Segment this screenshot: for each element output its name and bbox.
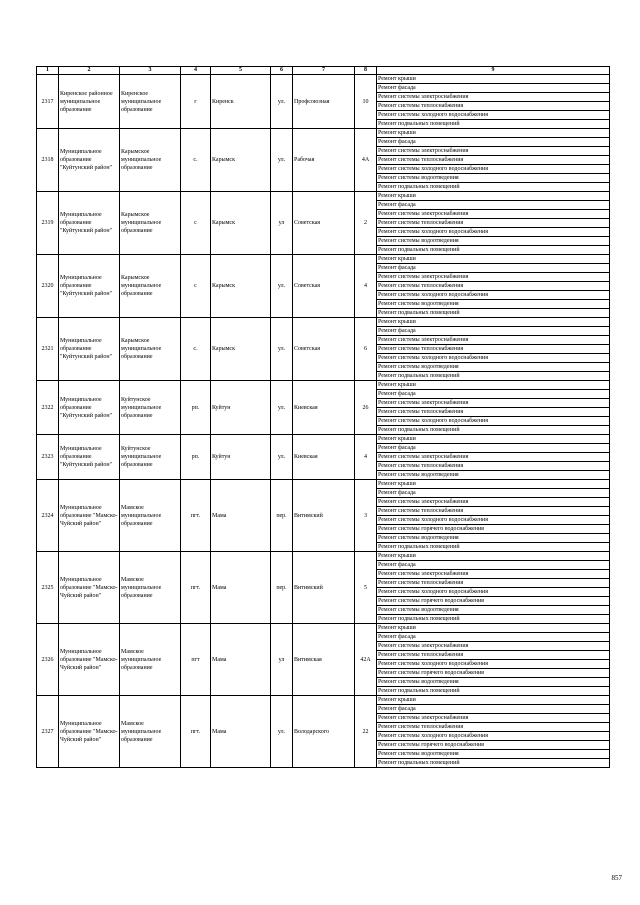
settlement-type: г [181,75,211,129]
work-item: Ремонт крыши [377,696,610,705]
settlement-name: Мама [211,552,271,624]
work-item: Ремонт фасада [377,705,610,714]
house-number: 4 [355,435,377,480]
settlement-name: Карымск [211,192,271,255]
table-row [37,318,610,327]
work-item: Ремонт подвальных помещений [377,426,610,435]
col-header-9: 9 [377,67,610,75]
street-type: ул. [271,75,293,129]
record-number: 2317 [37,75,59,129]
table-row [37,624,610,633]
work-item: Ремонт системы теплоснабжения [377,651,610,660]
work-item: Ремонт крыши [377,192,610,201]
work-item: Ремонт системы горячего водоснабжения [377,597,610,606]
record-number: 2327 [37,696,59,768]
work-item: Ремонт фасада [377,444,610,453]
work-item: Ремонт системы электроснабжения [377,336,610,345]
street-name: Советская [293,192,355,255]
work-item: Ремонт системы электроснабжения [377,147,610,156]
work-item: Ремонт подвальных помещений [377,759,610,768]
col-header-2: 2 [59,67,120,75]
header-row [37,67,610,75]
settlement-name: Карымск [211,318,271,381]
record-number: 2322 [37,381,59,435]
work-item: Ремонт крыши [377,255,610,264]
settlement-type: с. [181,318,211,381]
work-item: Ремонт фасада [377,489,610,498]
house-number: 6 [355,318,377,381]
municipality-name: Карымское муниципальное образование [120,318,181,381]
house-number: 5 [355,552,377,624]
municipality-name: Куйтунское муниципальное образование [120,381,181,435]
work-item: Ремонт системы теплоснабжения [377,282,610,291]
work-item: Ремонт системы холодного водоснабжения [377,228,610,237]
district-name: Муниципальное образование "Куйтунский район" [59,129,120,192]
table-row [37,480,610,489]
work-item: Ремонт системы теплоснабжения [377,507,610,516]
table-row [37,75,610,84]
street-type: ул. [271,129,293,192]
settlement-name: Куйтун [211,381,271,435]
work-item: Ремонт системы водоотведения [377,363,610,372]
col-header-3: 3 [120,67,181,75]
work-item: Ремонт фасада [377,84,610,93]
work-item: Ремонт системы холодного водоснабжения [377,588,610,597]
page-number: 857 [611,874,622,882]
work-item: Ремонт подвальных помещений [377,687,610,696]
settlement-name: Карымск [211,129,271,192]
settlement-type: с [181,255,211,318]
record-number: 2323 [37,435,59,480]
district-name: Муниципальное образование "Куйтунский район" [59,318,120,381]
table-row [37,192,610,201]
repair-register-table [36,66,610,768]
work-item: Ремонт системы горячего водоснабжения [377,525,610,534]
work-item: Ремонт крыши [377,624,610,633]
work-item: Ремонт системы водоотведения [377,678,610,687]
table-row [37,696,610,705]
house-number: 10 [355,75,377,129]
table-row [37,381,610,390]
street-type: ул. [271,318,293,381]
street-name: Киевская [293,381,355,435]
work-item: Ремонт крыши [377,435,610,444]
col-header-8: 8 [355,67,377,75]
col-header-4: 4 [181,67,211,75]
street-name: Советская [293,255,355,318]
district-name: Муниципальное образование "Куйтунский район" [59,435,120,480]
work-item: Ремонт подвальных помещений [377,615,610,624]
house-number: 4 [355,255,377,318]
table-row [37,255,610,264]
street-name: Киевская [293,435,355,480]
district-name: Муниципальное образование "Куйтунский район" [59,192,120,255]
record-number: 2324 [37,480,59,552]
settlement-type: с [181,192,211,255]
street-name: Витимский [293,480,355,552]
record-number: 2325 [37,552,59,624]
settlement-type: пгт. [181,552,211,624]
street-name: Советская [293,318,355,381]
work-item: Ремонт системы холодного водоснабжения [377,111,610,120]
work-item: Ремонт фасада [377,327,610,336]
record-number: 2321 [37,318,59,381]
work-item: Ремонт крыши [377,381,610,390]
street-type: пер. [271,552,293,624]
house-number: 2 [355,192,377,255]
municipality-name: Мамское муниципальное образование [120,480,181,552]
record-number: 2320 [37,255,59,318]
work-item: Ремонт системы холодного водоснабжения [377,291,610,300]
work-item: Ремонт системы электроснабжения [377,273,610,282]
settlement-name: Мама [211,696,271,768]
work-item: Ремонт подвальных помещений [377,372,610,381]
work-item: Ремонт системы электроснабжения [377,453,610,462]
municipality-name: Мамское муниципальное образование [120,696,181,768]
work-item: Ремонт системы теплоснабжения [377,723,610,732]
street-name: Рабочая [293,129,355,192]
street-type: ул. [271,435,293,480]
col-header-7: 7 [293,67,355,75]
street-type: ул. [271,255,293,318]
settlement-name: Киренск [211,75,271,129]
street-type: ул [271,192,293,255]
settlement-name: Карымск [211,255,271,318]
table-row [37,552,610,561]
district-name: Муниципальное образование "Куйтунский район" [59,381,120,435]
work-item: Ремонт системы электроснабжения [377,498,610,507]
work-item: Ремонт системы водоотведения [377,300,610,309]
record-number: 2326 [37,624,59,696]
work-item: Ремонт системы водоотведения [377,471,610,480]
settlement-type: пгт. [181,696,211,768]
settlement-name: Куйтун [211,435,271,480]
district-name: Муниципальное образование "Мамско-Чуйский район" [59,696,120,768]
settlement-type: рп. [181,435,211,480]
municipality-name: Карымское муниципальное образование [120,129,181,192]
settlement-name: Мама [211,480,271,552]
register-body [37,75,610,768]
work-item: Ремонт системы холодного водоснабжения [377,516,610,525]
col-header-1: 1 [37,67,59,75]
district-name: Муниципальное образование "Мамско-Чуйский район" [59,480,120,552]
settlement-type: с. [181,129,211,192]
work-item: Ремонт системы теплоснабжения [377,408,610,417]
work-item: Ремонт системы электроснабжения [377,570,610,579]
record-number: 2319 [37,192,59,255]
street-type: ул [271,624,293,696]
settlement-type: пгт. [181,480,211,552]
street-type: пер. [271,480,293,552]
work-item: Ремонт крыши [377,318,610,327]
work-item: Ремонт крыши [377,75,610,84]
work-item: Ремонт системы теплоснабжения [377,579,610,588]
work-item: Ремонт системы теплоснабжения [377,219,610,228]
work-item: Ремонт системы электроснабжения [377,714,610,723]
col-header-6: 6 [271,67,293,75]
street-name: Витимская [293,624,355,696]
district-name: Муниципальное образование "Мамско-Чуйский район" [59,552,120,624]
house-number: 26 [355,381,377,435]
work-item: Ремонт фасада [377,201,610,210]
work-item: Ремонт системы холодного водоснабжения [377,417,610,426]
work-item: Ремонт системы теплоснабжения [377,102,610,111]
work-item: Ремонт фасада [377,390,610,399]
municipality-name: Карымское муниципальное образование [120,192,181,255]
street-type: ул. [271,696,293,768]
work-item: Ремонт подвальных помещений [377,543,610,552]
work-item: Ремонт подвальных помещений [377,309,610,318]
district-name: Киренское районное муниципальное образование [59,75,120,129]
work-item: Ремонт подвальных помещений [377,120,610,129]
work-item: Ремонт крыши [377,552,610,561]
municipality-name: Карымское муниципальное образование [120,255,181,318]
settlement-type: рп. [181,381,211,435]
work-item: Ремонт крыши [377,480,610,489]
record-number: 2318 [37,129,59,192]
street-name: Витимский [293,552,355,624]
work-item: Ремонт фасада [377,561,610,570]
district-name: Муниципальное образование "Куйтунский район" [59,255,120,318]
table-row [37,129,610,138]
work-item: Ремонт системы электроснабжения [377,210,610,219]
col-header-5: 5 [211,67,271,75]
work-item: Ремонт системы холодного водоснабжения [377,354,610,363]
work-item: Ремонт системы теплоснабжения [377,156,610,165]
street-type: ул. [271,381,293,435]
work-item: Ремонт системы горячего водоснабжения [377,669,610,678]
settlement-name: Мама [211,624,271,696]
work-item: Ремонт системы холодного водоснабжения [377,660,610,669]
work-item: Ремонт фасада [377,138,610,147]
house-number: 4А [355,129,377,192]
municipality-name: Киренское муниципальное образование [120,75,181,129]
street-name: Профсоюзная [293,75,355,129]
work-item: Ремонт системы теплоснабжения [377,345,610,354]
work-item: Ремонт системы электроснабжения [377,93,610,102]
table-row [37,435,610,444]
street-name: Володарского [293,696,355,768]
work-item: Ремонт системы электроснабжения [377,642,610,651]
work-item: Ремонт системы горячего водоснабжения [377,741,610,750]
work-item: Ремонт фасада [377,264,610,273]
work-item: Ремонт системы теплоснабжения [377,462,610,471]
house-number: 3 [355,480,377,552]
work-item: Ремонт системы водоотведения [377,750,610,759]
settlement-type: пгт [181,624,211,696]
work-item: Ремонт подвальных помещений [377,246,610,255]
work-item: Ремонт системы водоотведения [377,174,610,183]
work-item: Ремонт системы холодного водоснабжения [377,732,610,741]
district-name: Муниципальное образование "Мамско-Чуйский район" [59,624,120,696]
municipality-name: Куйтунское муниципальное образование [120,435,181,480]
house-number: 42А [355,624,377,696]
work-item: Ремонт системы водоотведения [377,237,610,246]
house-number: 22 [355,696,377,768]
work-item: Ремонт подвальных помещений [377,183,610,192]
work-item: Ремонт крыши [377,129,610,138]
municipality-name: Мамское муниципальное образование [120,624,181,696]
work-item: Ремонт системы электроснабжения [377,399,610,408]
work-item: Ремонт системы водоотведения [377,534,610,543]
work-item: Ремонт системы холодного водоснабжения [377,165,610,174]
municipality-name: Мамское муниципальное образование [120,552,181,624]
work-item: Ремонт фасада [377,633,610,642]
work-item: Ремонт системы водоотведения [377,606,610,615]
